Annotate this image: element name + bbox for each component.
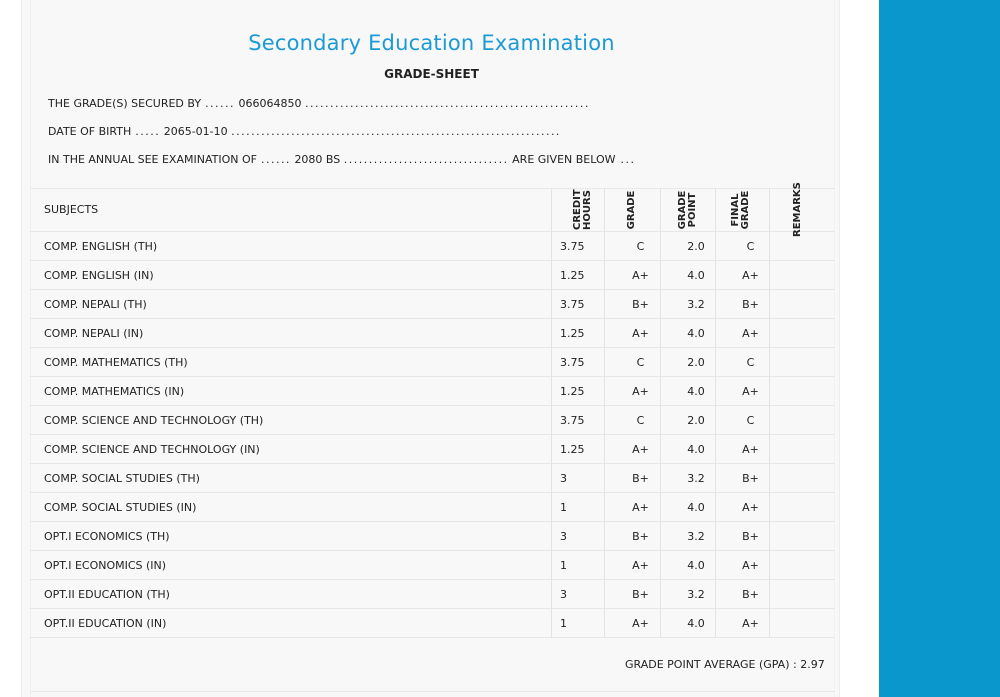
grade-sheet-heading: GRADE-SHEET [384,67,479,81]
grade-point-cell: 2.0 [687,240,705,253]
grade-point-cell: 4.0 [687,501,705,514]
symbol-number: 066064850 [238,97,302,110]
credit-hours-cell: 1.25 [560,327,585,340]
final-grade-cell: B+ [742,298,759,311]
credit-hours-cell: 3 [560,472,567,485]
header-gp-line2: POINT [687,192,698,228]
header-final-line1: FINAL [730,193,741,227]
subject-cell: OPT.I ECONOMICS (IN) [44,559,167,572]
grade-cell: B+ [632,588,649,601]
credit-hours-cell: 3 [560,588,567,601]
grade-cell: A+ [632,327,649,340]
final-grade-cell: C [746,240,755,253]
col-divider-final [715,189,716,638]
secured-by-line: THE GRADE(S) SECURED BY ...... 066064850 ......................................................... [48,97,590,110]
grade-cell: B+ [632,530,649,543]
exam-line: IN THE ANNUAL SEE EXAMINATION OF ...... 2080 BS ................................. ARE GIVEN BELOW ... [48,153,636,166]
subject-cell: OPT.II EDUCATION (TH) [44,588,170,601]
subject-cell: COMP. SOCIAL STUDIES (TH) [44,472,200,485]
grade-cell: C [636,356,645,369]
header-subjects: SUBJECTS [44,203,99,216]
credit-hours-cell: 1 [560,617,567,630]
header-gp-line1: GRADE [677,190,688,230]
grade-cell: A+ [632,559,649,572]
final-grade-cell: B+ [742,472,759,485]
dob-line: DATE OF BIRTH ..... 2065-01-10 .................................................................. [48,125,561,138]
grade-point-cell: 3.2 [687,530,705,543]
col-divider-credit [551,189,552,638]
header-credit-hours [573,190,593,230]
credit-hours-cell: 1.25 [560,443,585,456]
final-grade-cell: C [746,414,755,427]
grade-point-cell: 4.0 [687,269,705,282]
grade-point-cell: 2.0 [687,414,705,427]
exam-title: Secondary Education Examination [248,31,615,55]
subject-cell: COMP. ENGLISH (TH) [44,240,158,253]
credit-hours-cell: 1.25 [560,269,585,282]
table-bottom-border [30,691,835,692]
credit-hours-cell: 1 [560,501,567,514]
grade-sheet-panel [21,0,840,697]
header-credit-line2: HOURS [582,190,593,230]
grade-point-cell: 3.2 [687,588,705,601]
final-grade-cell: A+ [742,327,759,340]
exam-year: 2080 BS [294,153,341,166]
final-grade-cell: A+ [742,269,759,282]
final-grade-cell: A+ [742,501,759,514]
credit-hours-cell: 1 [560,559,567,572]
col-divider-remarks [769,189,770,638]
grade-cell: C [636,240,645,253]
col-divider-grade [604,189,605,638]
credit-hours-cell: 3.75 [560,356,585,369]
dob-value: 2065-01-10 [163,125,228,138]
header-grade-point [678,190,698,230]
final-grade-cell: A+ [742,559,759,572]
final-grade-cell: B+ [742,530,759,543]
subject-cell: COMP. SCIENCE AND TECHNOLOGY (IN) [44,443,260,456]
final-grade-cell: A+ [742,443,759,456]
grade-cell: A+ [632,443,649,456]
subject-cell: COMP. NEPALI (IN) [44,327,144,340]
final-grade-cell: A+ [742,385,759,398]
subject-cell: COMP. NEPALI (TH) [44,298,147,311]
credit-hours-cell: 3.75 [560,414,585,427]
final-grade-cell: C [746,356,755,369]
gpa-summary: GRADE POINT AVERAGE (GPA) : 2.97 [625,658,825,671]
grade-point-cell: 4.0 [687,443,705,456]
header-remarks: REMARKS [792,182,803,237]
col-divider-point [660,189,661,638]
subject-cell: COMP. MATHEMATICS (IN) [44,385,185,398]
grade-cell: B+ [632,472,649,485]
exam-suffix: ARE GIVEN BELOW [512,153,616,166]
grade-cell: A+ [632,617,649,630]
header-final-line2: GRADE [740,190,751,230]
subject-cell: OPT.II EDUCATION (IN) [44,617,167,630]
right-sidebar [879,0,1000,697]
grade-point-cell: 3.2 [687,298,705,311]
credit-hours-cell: 3 [560,530,567,543]
secured-by-label: THE GRADE(S) SECURED BY [48,97,202,110]
grade-cell: C [636,414,645,427]
grade-cell: B+ [632,298,649,311]
credit-hours-cell: 1.25 [560,385,585,398]
subject-cell: COMP. ENGLISH (IN) [44,269,154,282]
grade-point-cell: 4.0 [687,559,705,572]
subject-cell: COMP. SCIENCE AND TECHNOLOGY (TH) [44,414,264,427]
header-final-grade [731,190,751,230]
subject-cell: OPT.I ECONOMICS (TH) [44,530,170,543]
grade-point-cell: 2.0 [687,356,705,369]
subject-cell: COMP. MATHEMATICS (TH) [44,356,188,369]
grade-point-cell: 3.2 [687,472,705,485]
grade-point-cell: 4.0 [687,617,705,630]
final-grade-cell: A+ [742,617,759,630]
exam-label: IN THE ANNUAL SEE EXAMINATION OF [48,153,257,166]
header-credit-line1: CREDIT [572,189,583,230]
grade-point-cell: 4.0 [687,327,705,340]
header-grade: GRADE [626,190,637,230]
grade-point-cell: 4.0 [687,385,705,398]
credit-hours-cell: 3.75 [560,298,585,311]
credit-hours-cell: 3.75 [560,240,585,253]
grade-cell: A+ [632,269,649,282]
grade-cell: A+ [632,501,649,514]
dob-label: DATE OF BIRTH [48,125,132,138]
grade-cell: A+ [632,385,649,398]
final-grade-cell: B+ [742,588,759,601]
subject-cell: COMP. SOCIAL STUDIES (IN) [44,501,197,514]
